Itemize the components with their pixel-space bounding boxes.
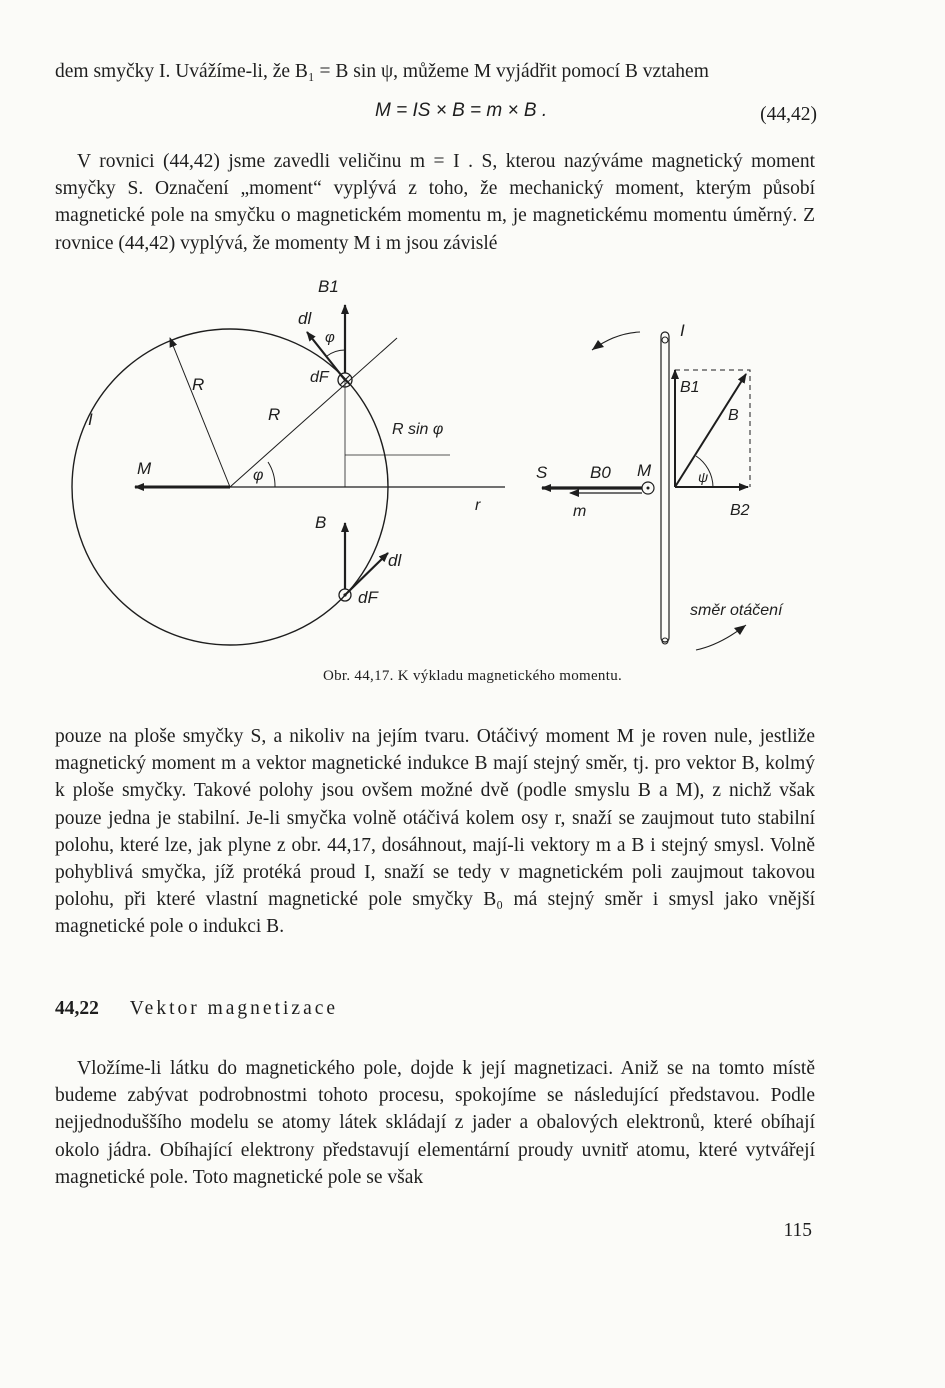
equation-number: (44,42) bbox=[760, 104, 817, 125]
label-R-1: R bbox=[192, 375, 205, 394]
rotation-arrow-bottom-head bbox=[734, 625, 746, 635]
loop-edge-view bbox=[661, 332, 669, 642]
figure-44-17 bbox=[70, 270, 830, 670]
label-dF-top: dF bbox=[310, 369, 329, 386]
page-number: 115 bbox=[783, 1220, 812, 1241]
section-number: 44,22 bbox=[55, 998, 99, 1019]
label-Rsin: R sin φ bbox=[392, 421, 444, 438]
label-B1-left: B1 bbox=[318, 277, 339, 296]
paragraph-2-text: pouze na ploše smyčky S, a nikoliv na jejím tvaru. Otáčivý moment M je roven nule, jestliže magnetický moment m a vektor magnetické indukce B mají stejný směr, tj. pro vektor B, kolmý k ploše smyčky. Takové polohy jsou ovšem možné dvě (podle smyslu B a M), z nichž však pouze jedna je stabilní. Je-li smyčka volně otáčivá kolem osy r, snaží se zaujmout tuto stabilní polohu, které lze, jak plyne z obr. 44,17, dosáhnout, mají-li vektory m a B i stejný smysl. Volně pohyblivá smyčka, jíž protéká proud I, snaží se tedy v magnetickém poli zaujmout takovou polohu, při které vlastní magnetické pole smyčky B₀ má stejný směr i smysl jako vnější magnetické pole o indukci B. bbox=[55, 726, 815, 938]
label-dl-bottom: dl bbox=[388, 551, 402, 570]
rotation-arrow-top-head bbox=[592, 340, 604, 350]
loop-top-end bbox=[662, 337, 668, 343]
paragraph-1 bbox=[55, 148, 815, 257]
label-phi-top: φ bbox=[325, 329, 335, 346]
label-m: m bbox=[573, 503, 587, 520]
radius-R-arrow bbox=[170, 338, 230, 487]
label-B0: B0 bbox=[590, 463, 611, 482]
paragraph-2 bbox=[55, 723, 815, 941]
right-diagram bbox=[536, 321, 784, 650]
label-R-2: R bbox=[268, 405, 281, 424]
label-B1-right: B1 bbox=[680, 379, 700, 396]
label-I-right: I bbox=[680, 321, 685, 340]
label-r: r bbox=[475, 497, 481, 514]
label-rotation: směr otáčení bbox=[690, 602, 783, 619]
label-B-right: B bbox=[728, 407, 739, 424]
angle-phi-arc bbox=[268, 462, 275, 487]
label-S: S bbox=[536, 463, 548, 482]
section-title: Vektor magnetizace bbox=[129, 998, 339, 1019]
label-B2-right: B2 bbox=[730, 502, 750, 519]
angle-phi-top-arc bbox=[327, 350, 345, 356]
text-line-top bbox=[55, 58, 815, 85]
figure-caption: Obr. 44,17. K výkladu magnetického momentu. bbox=[322, 668, 623, 684]
label-M-left: M bbox=[137, 459, 152, 478]
pivot-dot bbox=[647, 487, 650, 490]
label-dl-top: dl bbox=[298, 309, 312, 328]
left-diagram bbox=[72, 277, 505, 645]
label-M-right: M bbox=[637, 461, 652, 480]
paragraph-3 bbox=[55, 1055, 815, 1191]
label-dF-bottom: dF bbox=[358, 588, 378, 607]
equation-44-42 bbox=[55, 100, 817, 130]
section-heading bbox=[55, 998, 338, 1020]
paragraph-1-text: V rovnici (44,42) jsme zavedli veličinu m = I . S, kterou nazýváme magnetický moment smyčky S. Označení „moment“ vyplývá z toho, že mechanický moment, kterým působí magnetické pole na smyčku o magnetickém momentu m, je magnetickému momentu úměrný. Z rovnice (44,42) vyplývá, že momenty M i m jsou závislé bbox=[55, 151, 815, 254]
label-B-left: B bbox=[315, 513, 327, 532]
equation-formula: M = IS × B = m × B . bbox=[375, 100, 548, 121]
label-phi-center: φ bbox=[253, 467, 264, 484]
label-psi: ψ bbox=[698, 469, 709, 485]
paragraph-3-text: Vložíme-li látku do magnetického pole, dojde k její magnetizaci. Aniž se na tomto místě budeme zabývat podrobnostmi tohoto procesu, spokojíme se následující představou. Podle nejjednoduššího modelu se atomy látek skládají z jader a obalových elektronů, které obíhají okolo jádra. Obíhající elektrony představují elementární proudy uvnitř atomu, které vytvářejí magnetické pole. Toto magnetické pole se však bbox=[55, 1058, 815, 1188]
line-top: dem smyčky I. Uvážíme-li, že B₁ = B sin ψ, můžeme M vyjádřit pomocí B vztahem bbox=[55, 61, 709, 82]
label-I-left: I bbox=[88, 410, 93, 429]
radius-line bbox=[230, 338, 397, 487]
